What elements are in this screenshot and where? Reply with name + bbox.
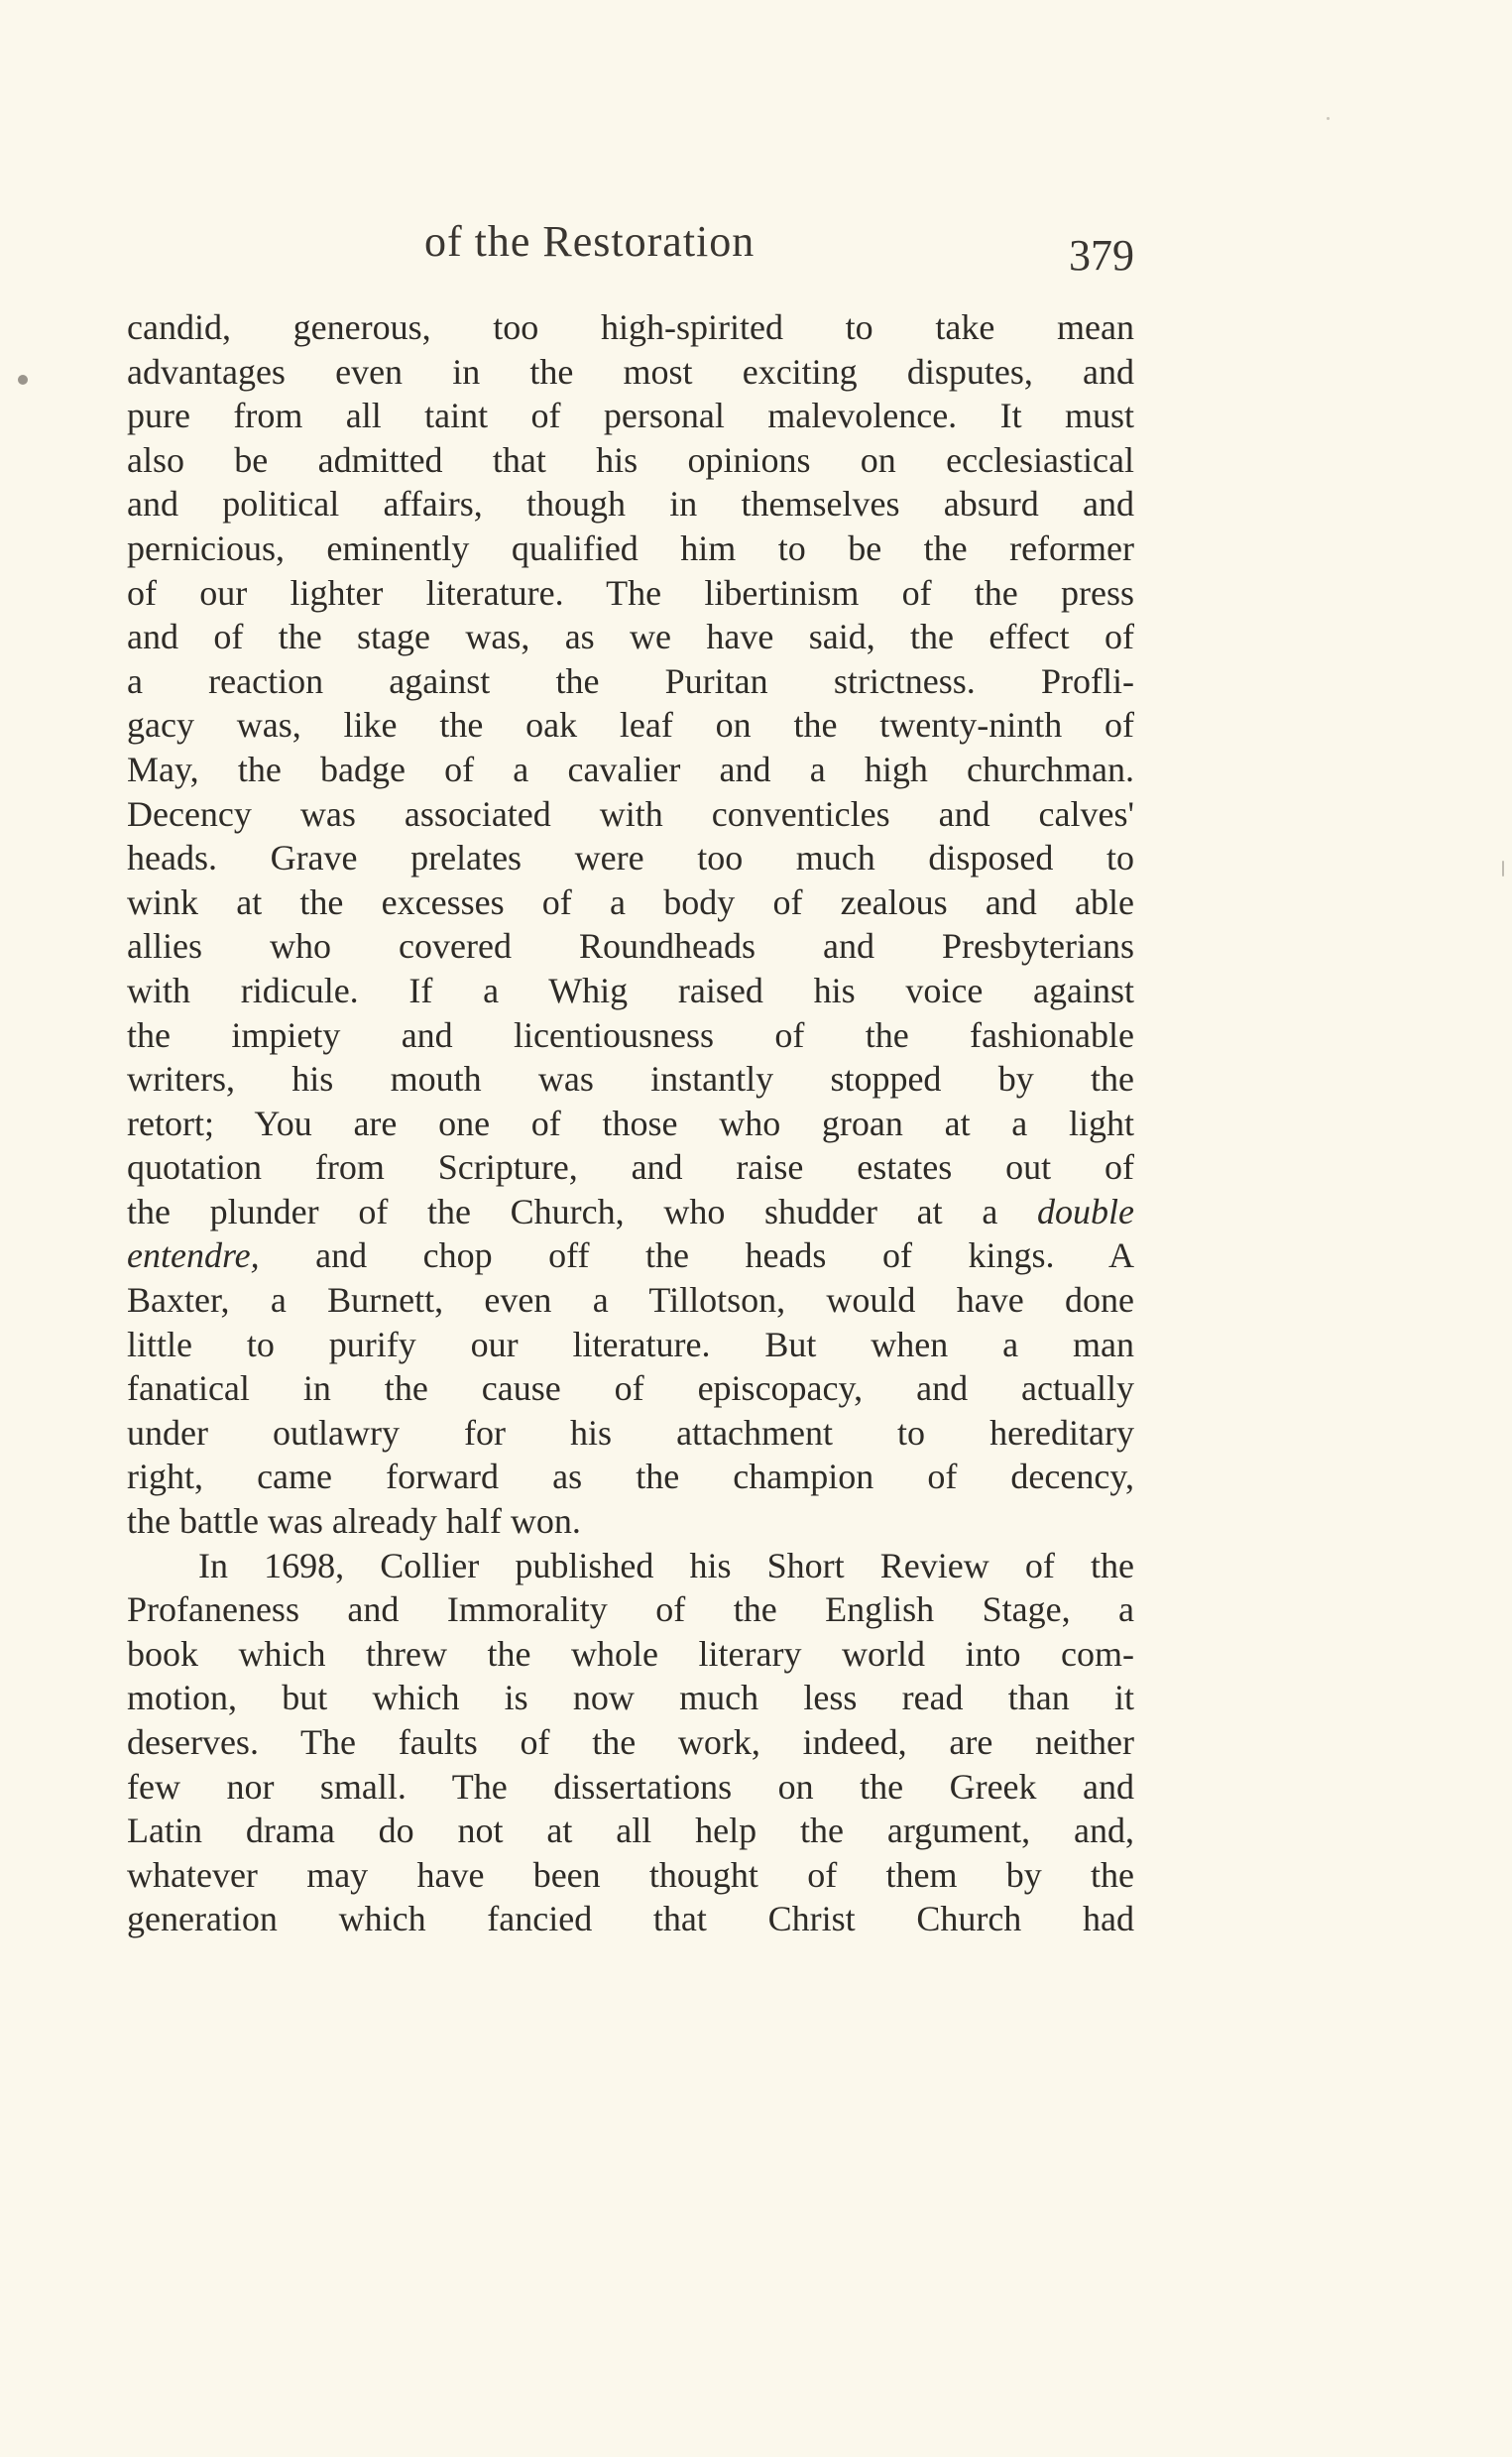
text-line: Profaneness and Immorality of the English Stage, a (127, 1589, 1134, 1630)
text-line: pernicious, eminently qualified him to be the reformer (127, 527, 1134, 568)
page-number: 379 (1069, 231, 1134, 280)
text-line: gacy was, like the oak leaf on the twenty-ninth of (127, 705, 1134, 746)
text-line: advantages even in the most exciting disputes, and (127, 351, 1134, 392)
italic-phrase: double (1037, 1191, 1134, 1231)
text-line: and political affairs, though in themselves absurd and (127, 484, 1134, 525)
text-line: quotation from Scripture, and raise estates out of (127, 1147, 1134, 1188)
text-line-with-italic (127, 1190, 1134, 1234)
text-line: Latin drama do not at all help the argument, and, (127, 1811, 1134, 1851)
body-text (127, 305, 1134, 1941)
paper-speck (1327, 117, 1330, 120)
text-line: few nor small. The dissertations on the Greek and (127, 1766, 1134, 1807)
text-line: also be admitted that his opinions on ecclesiastical (127, 439, 1134, 480)
text-line: heads. Grave prelates were too much disposed to (127, 838, 1134, 878)
text-line: writers, his mouth was instantly stopped by the (127, 1059, 1134, 1100)
text-line: whatever may have been thought of them by the (127, 1854, 1134, 1895)
text-line: of our lighter literature. The libertinism of the press (127, 572, 1134, 613)
text-line: retort; You are one of those who groan at a light (127, 1103, 1134, 1143)
text-line: May, the badge of a cavalier and a high churchman. (127, 749, 1134, 789)
text-line: under outlawry for his attachment to hereditary (127, 1412, 1134, 1453)
text-line: generation which fancied that Christ Church had (127, 1899, 1134, 1939)
text-line: right, came forward as the champion of decency, (127, 1457, 1134, 1497)
text-line: Decency was associated with conventicles and calves' (127, 793, 1134, 834)
paper-speck (18, 375, 28, 385)
text-line: little to purify our literature. But when a man (127, 1324, 1134, 1364)
text-line: the impiety and licentiousness of the fashionable (127, 1014, 1134, 1055)
text-line: fanatical in the cause of episcopacy, and actually (127, 1368, 1134, 1409)
text-line: wink at the excesses of a body of zealous and able (127, 881, 1134, 922)
text-line: deserves. The faults of the work, indeed, are neither (127, 1722, 1134, 1762)
text-segment: the plunder of the Church, who shudder at a (127, 1191, 998, 1231)
paper-speck (1502, 861, 1504, 877)
text-line: motion, but which is now much less read than it (127, 1678, 1134, 1718)
text-line: and of the stage was, as we have said, the effect of (127, 617, 1134, 657)
text-line: allies who covered Roundheads and Presbyterians (127, 926, 1134, 967)
text-line: candid, generous, too high-spirited to take mean (127, 307, 1134, 347)
italic-phrase: entendre, (127, 1235, 260, 1276)
text-line: the battle was already half won. (127, 1501, 581, 1542)
running-title: of the Restoration (424, 217, 756, 266)
text-line: a reaction against the Puritan strictness. Profli- (127, 660, 1134, 701)
text-line: book which threw the whole literary world into com- (127, 1633, 1134, 1674)
text-segment: and chop off the heads of kings. A (315, 1235, 1134, 1276)
text-line: pure from all taint of personal malevolence. It must (127, 396, 1134, 436)
running-head (127, 216, 1134, 280)
text-line-with-italic (127, 1233, 1134, 1278)
text-line: In 1698, Collier published his Short Review of the (198, 1545, 1134, 1585)
text-line: with ridicule. If a Whig raised his voice against (127, 970, 1134, 1010)
text-line: Baxter, a Burnett, even a Tillotson, would have done (127, 1280, 1134, 1321)
